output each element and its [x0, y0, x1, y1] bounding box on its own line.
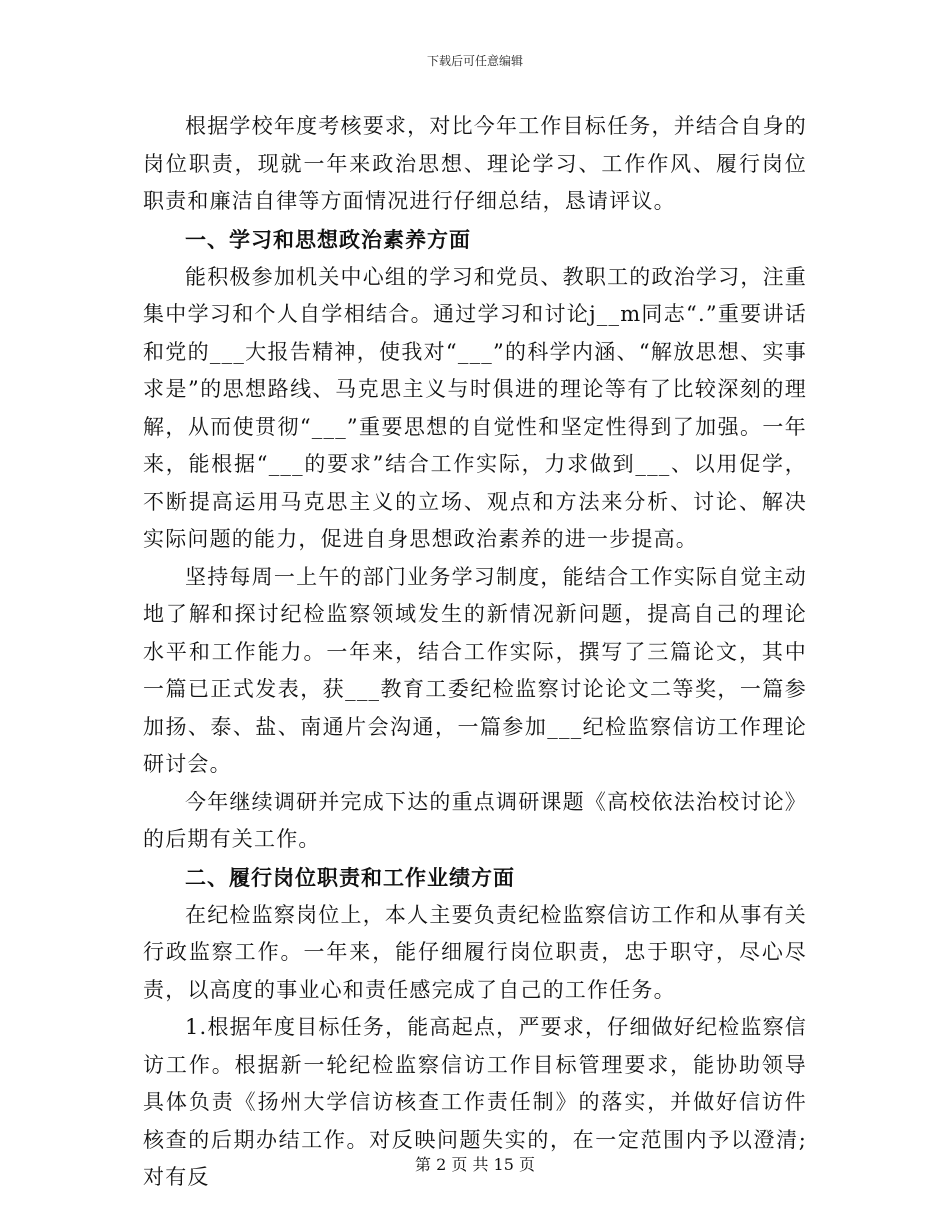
body-paragraph: 能积极参加机关中心组的学习和党员、教职工的政治学习，注重集中学习和个人自学相结合。通过学习和讨论j__m同志“.”重要讲话和党的___大报告精神，使我对“___”的科学内涵、“解放思想、实事求是”的思想路线、马克思主义与时俱进的理论等有了比较深刻的理解，从而使贯彻“___”重要思想的自觉性和坚定性得到了加强。一年来，能根据“___的要求”结合工作实际，力求做到___、以用促学，不断提高运用马克思主义的立场、观点和方法来分析、讨论、解决实际问题的能力，促进自身思想政治素养的进一步提高。: [143, 264, 807, 551]
body-paragraph: 坚持每周一上午的部门业务学习制度，能结合工作实际自觉主动地了解和探讨纪检监察领域发生的新情况新问题，提高自己的理论水平和工作能力。一年来，结合工作实际，撰写了三篇论文，其中一篇已正式发表，获___教育工委纪检监察讨论论文二等奖，一篇参加扬、泰、盐、南通片会沟通，一篇参加___纪检监察信访工作理论研讨会。: [143, 564, 807, 776]
body-paragraph: 1.根据年度目标任务，能高起点，严要求，仔细做好纪检监察信访工作。根据新一轮纪检监察信访工作目标管理要求，能协助领导具体负责《扬州大学信访核查工作责任制》的落实，并做好信访件核查的后期办结工作。对反映问题失实的，在一定范围内予以澄清;对有反: [143, 1015, 807, 1189]
section-heading-duties: 二、履行岗位职责和工作业绩方面: [185, 864, 515, 890]
body-paragraph: 今年继续调研并完成下达的重点调研课题《高校依法治校讨论》的后期有关工作。: [143, 789, 807, 851]
page-header: 下载后可任意编辑: [426, 54, 523, 68]
intro-paragraph: 根据学校年度考核要求，对比今年工作目标任务，并结合自身的岗位职责，现就一年来政治思想、理论学习、工作作风、履行岗位职责和廉洁自律等方面情况进行仔细总结，恳请评议。: [143, 114, 807, 213]
body-paragraph: 在纪检监察岗位上，本人主要负责纪检监察信访工作和从事有关行政监察工作。一年来，能仔细履行岗位职责，忠于职守，尽心尽责，以高度的事业心和责任感完成了自己的工作任务。: [143, 902, 807, 1002]
section-heading-study: 一、学习和思想政治素养方面: [185, 226, 471, 252]
document-body: [143, 108, 807, 1197]
page-number: 第 2 页 共 15 页: [415, 1155, 535, 1174]
